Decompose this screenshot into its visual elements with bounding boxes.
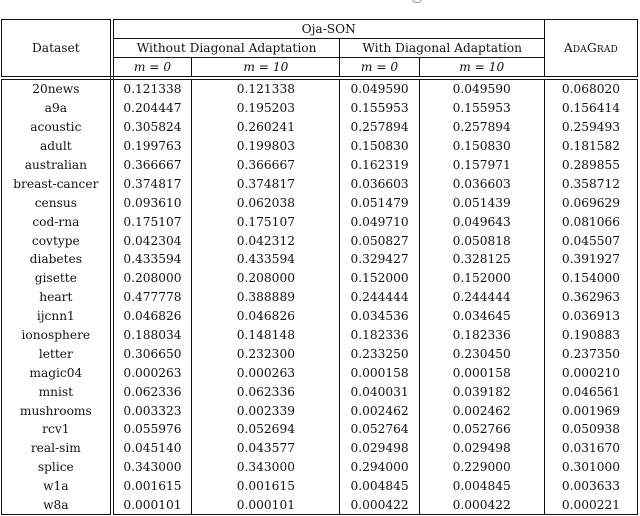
table-row (2, 439, 638, 458)
value-cell: 0.150830 (419, 137, 544, 156)
table-row (2, 326, 638, 345)
dataset-cell: 20news (2, 78, 112, 99)
value-cell: 0.204447 (112, 99, 192, 118)
value-cell: 0.036913 (544, 307, 637, 326)
value-cell: 0.040031 (340, 382, 419, 401)
value-cell: 0.046826 (192, 307, 340, 326)
dataset-cell: splice (2, 458, 112, 477)
value-cell: 0.329427 (340, 250, 419, 269)
m-header: m = 10 (192, 58, 340, 79)
value-cell: 0.233250 (340, 344, 419, 363)
value-cell: 0.244444 (419, 288, 544, 307)
value-cell: 0.257894 (340, 118, 419, 137)
value-cell: 0.000221 (544, 496, 637, 515)
value-cell: 0.000101 (192, 496, 340, 515)
value-cell: 0.052766 (419, 420, 544, 439)
table-row (2, 212, 638, 231)
value-cell: 0.034536 (340, 307, 419, 326)
value-cell: 0.049643 (419, 212, 544, 231)
value-cell: 0.093610 (112, 193, 192, 212)
value-cell: 0.156414 (544, 99, 637, 118)
value-cell: 0.000422 (340, 496, 419, 515)
dataset-cell: a9a (2, 99, 112, 118)
value-cell: 0.031670 (544, 439, 637, 458)
value-cell: 0.004845 (419, 477, 544, 496)
table-row (2, 231, 638, 250)
value-cell: 0.050827 (340, 231, 419, 250)
value-cell: 0.036603 (419, 174, 544, 193)
value-cell: 0.039182 (419, 382, 544, 401)
dataset-cell: adult (2, 137, 112, 156)
value-cell: 0.042304 (112, 231, 192, 250)
value-cell: 0.257894 (419, 118, 544, 137)
value-cell: 0.002462 (340, 401, 419, 420)
table-row (2, 382, 638, 401)
value-cell: 0.050818 (419, 231, 544, 250)
dataset-cell: breast-cancer (2, 174, 112, 193)
caption-fragment (412, 0, 422, 3)
dataset-cell: diabetes (2, 250, 112, 269)
value-cell: 0.029498 (419, 439, 544, 458)
value-cell: 0.003323 (112, 401, 192, 420)
value-cell: 0.182336 (419, 326, 544, 345)
table-row (2, 477, 638, 496)
value-cell: 0.188034 (112, 326, 192, 345)
value-cell: 0.154000 (544, 269, 637, 288)
value-cell: 0.000101 (112, 496, 192, 515)
value-cell: 0.152000 (340, 269, 419, 288)
value-cell: 0.362963 (544, 288, 637, 307)
value-cell: 0.230450 (419, 344, 544, 363)
value-cell: 0.237350 (544, 344, 637, 363)
value-cell: 0.155953 (419, 99, 544, 118)
dataset-cell: mnist (2, 382, 112, 401)
value-cell: 0.208000 (112, 269, 192, 288)
value-cell: 0.034645 (419, 307, 544, 326)
value-cell: 0.358712 (544, 174, 637, 193)
value-cell: 0.182336 (340, 326, 419, 345)
table-row (2, 458, 638, 477)
value-cell: 0.148148 (192, 326, 340, 345)
value-cell: 0.229000 (419, 458, 544, 477)
table-row (2, 156, 638, 175)
value-cell: 0.049590 (340, 78, 419, 99)
dataset-cell: heart (2, 288, 112, 307)
value-cell: 0.081066 (544, 212, 637, 231)
value-cell: 0.069629 (544, 193, 637, 212)
value-cell: 0.062336 (192, 382, 340, 401)
value-cell: 0.051479 (340, 193, 419, 212)
without-diagonal-header: Without Diagonal Adaptation (112, 39, 340, 58)
value-cell: 0.328125 (419, 250, 544, 269)
value-cell: 0.155953 (340, 99, 419, 118)
value-cell: 0.388889 (192, 288, 340, 307)
table-row (2, 250, 638, 269)
value-cell: 0.391927 (544, 250, 637, 269)
value-cell: 0.121338 (192, 78, 340, 99)
value-cell: 0.305824 (112, 118, 192, 137)
table-row (2, 78, 638, 99)
dataset-cell: rcv1 (2, 420, 112, 439)
table-row (2, 288, 638, 307)
value-cell: 0.190883 (544, 326, 637, 345)
with-diagonal-header: With Diagonal Adaptation (340, 39, 544, 58)
value-cell: 0.433594 (112, 250, 192, 269)
value-cell: 0.199763 (112, 137, 192, 156)
table-row (2, 401, 638, 420)
value-cell: 0.121338 (112, 78, 192, 99)
value-cell: 0.289855 (544, 156, 637, 175)
m-header: m = 0 (112, 58, 192, 79)
value-cell: 0.000263 (112, 363, 192, 382)
value-cell: 0.052764 (340, 420, 419, 439)
value-cell: 0.049590 (419, 78, 544, 99)
value-cell: 0.051439 (419, 193, 544, 212)
dataset-cell: ijcnn1 (2, 307, 112, 326)
table-row (2, 193, 638, 212)
value-cell: 0.036603 (340, 174, 419, 193)
table-row (2, 363, 638, 382)
table-row (2, 307, 638, 326)
value-cell: 0.260241 (192, 118, 340, 137)
dataset-cell: acoustic (2, 118, 112, 137)
value-cell: 0.477778 (112, 288, 192, 307)
value-cell: 0.374817 (192, 174, 340, 193)
value-cell: 0.157971 (419, 156, 544, 175)
value-cell: 0.374817 (112, 174, 192, 193)
dataset-cell: covtype (2, 231, 112, 250)
value-cell: 0.029498 (340, 439, 419, 458)
m-header: m = 0 (340, 58, 419, 79)
table-row (2, 344, 638, 363)
table-row (2, 118, 638, 137)
value-cell: 0.004845 (340, 477, 419, 496)
adagrad-header: AdaGrad (544, 20, 637, 79)
value-cell: 0.199803 (192, 137, 340, 156)
value-cell: 0.001615 (192, 477, 340, 496)
value-cell: 0.042312 (192, 231, 340, 250)
value-cell: 0.433594 (192, 250, 340, 269)
dataset-cell: cod-rna (2, 212, 112, 231)
dataset-cell: australian (2, 156, 112, 175)
value-cell: 0.306650 (112, 344, 192, 363)
value-cell: 0.049710 (340, 212, 419, 231)
dataset-cell: real-sim (2, 439, 112, 458)
table-row (2, 137, 638, 156)
value-cell: 0.259493 (544, 118, 637, 137)
table-row (2, 496, 638, 515)
m-header: m = 10 (419, 58, 544, 79)
dataset-cell: census (2, 193, 112, 212)
value-cell: 0.046826 (112, 307, 192, 326)
value-cell: 0.000158 (419, 363, 544, 382)
table-row (2, 269, 638, 288)
table-row (2, 420, 638, 439)
dataset-cell: letter (2, 344, 112, 363)
value-cell: 0.195203 (192, 99, 340, 118)
value-cell: 0.150830 (340, 137, 419, 156)
value-cell: 0.062038 (192, 193, 340, 212)
value-cell: 0.002462 (419, 401, 544, 420)
results-table (1, 19, 638, 515)
dataset-cell: w1a (2, 477, 112, 496)
value-cell: 0.208000 (192, 269, 340, 288)
value-cell: 0.175107 (192, 212, 340, 231)
value-cell: 0.045507 (544, 231, 637, 250)
value-cell: 0.000158 (340, 363, 419, 382)
value-cell: 0.062336 (112, 382, 192, 401)
value-cell: 0.050938 (544, 420, 637, 439)
value-cell: 0.343000 (192, 458, 340, 477)
value-cell: 0.301000 (544, 458, 637, 477)
dataset-cell: w8a (2, 496, 112, 515)
value-cell: 0.232300 (192, 344, 340, 363)
value-cell: 0.052694 (192, 420, 340, 439)
table-row (2, 99, 638, 118)
dataset-cell: magic04 (2, 363, 112, 382)
value-cell: 0.055976 (112, 420, 192, 439)
table-body (2, 78, 638, 515)
value-cell: 0.294000 (340, 458, 419, 477)
value-cell: 0.003633 (544, 477, 637, 496)
oja-son-header: Oja-SON (112, 20, 545, 39)
value-cell: 0.046561 (544, 382, 637, 401)
value-cell: 0.001969 (544, 401, 637, 420)
value-cell: 0.152000 (419, 269, 544, 288)
value-cell: 0.366667 (192, 156, 340, 175)
dataset-header: Dataset (2, 20, 112, 79)
value-cell: 0.045140 (112, 439, 192, 458)
dataset-cell: mushrooms (2, 401, 112, 420)
value-cell: 0.162319 (340, 156, 419, 175)
value-cell: 0.000422 (419, 496, 544, 515)
value-cell: 0.366667 (112, 156, 192, 175)
dataset-cell: gisette (2, 269, 112, 288)
dataset-cell: ionosphere (2, 326, 112, 345)
value-cell: 0.244444 (340, 288, 419, 307)
value-cell: 0.002339 (192, 401, 340, 420)
value-cell: 0.043577 (192, 439, 340, 458)
value-cell: 0.181582 (544, 137, 637, 156)
value-cell: 0.001615 (112, 477, 192, 496)
value-cell: 0.068020 (544, 78, 637, 99)
value-cell: 0.000210 (544, 363, 637, 382)
value-cell: 0.175107 (112, 212, 192, 231)
value-cell: 0.000263 (192, 363, 340, 382)
value-cell: 0.343000 (112, 458, 192, 477)
table-row (2, 174, 638, 193)
